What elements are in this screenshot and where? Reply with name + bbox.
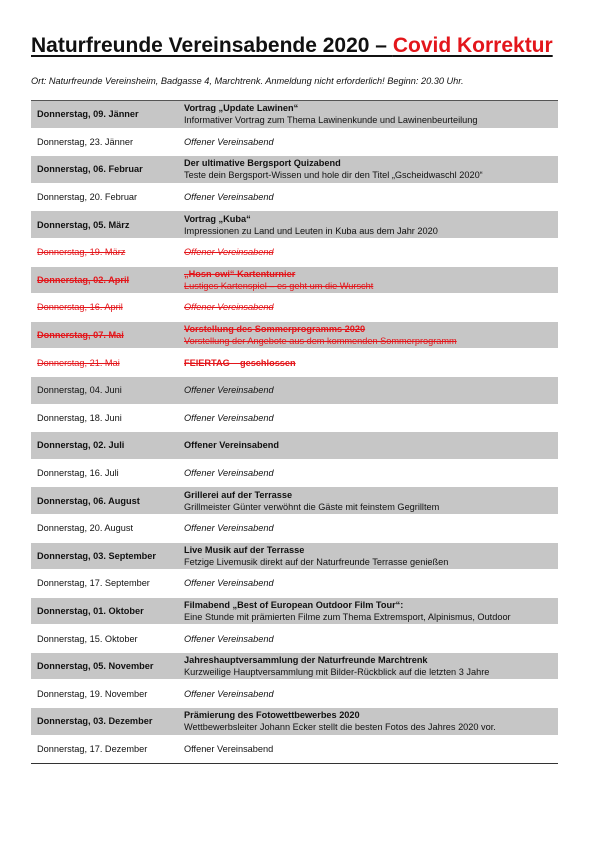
- event-date: Donnerstag, 05. März: [37, 219, 130, 230]
- event-detail: Fetzige Livemusik direkt auf der Naturfreunde Terrasse genießen: [184, 556, 449, 567]
- event-title: Offener Vereinsabend: [184, 247, 274, 258]
- table-row: [31, 211, 558, 239]
- event-date: Donnerstag, 05. November: [37, 661, 154, 672]
- event-description: [184, 570, 274, 597]
- event-date: Donnerstag, 16. April: [37, 302, 123, 313]
- table-row: [31, 101, 558, 129]
- event-title: Vorstellung des Sommerprogramms 2020: [184, 324, 366, 335]
- event-date: Donnerstag, 18. Juni: [37, 412, 122, 423]
- event-title: Offener Vereinsabend: [184, 192, 274, 203]
- table-row: [31, 405, 558, 433]
- table-row: [31, 598, 558, 626]
- event-detail: Kurzweilige Hauptversammlung mit Bilder-Rückblick auf die letzten 3 Jahre: [184, 667, 490, 678]
- table-row: [31, 377, 558, 405]
- event-date: Donnerstag, 07. Mai: [37, 330, 124, 341]
- event-date: Donnerstag, 17. Dezember: [37, 744, 148, 755]
- event-detail: Informativer Vortrag zum Thema Lawinenkunde und Lawinenbeurteilung: [184, 115, 478, 126]
- table-row: [31, 625, 558, 653]
- event-date: Donnerstag, 21. Mai: [37, 357, 120, 368]
- table-row-cancelled: [31, 294, 558, 322]
- table-row: [31, 156, 558, 184]
- event-description: [184, 322, 457, 349]
- event-title: Offener Vereinsabend: [184, 302, 274, 313]
- event-description: [184, 736, 273, 764]
- event-detail: Teste dein Bergsport-Wissen und hole dir den Titel „Gscheidwaschl 2020“: [184, 170, 483, 181]
- event-title: FEIERTAG – geschlossen: [184, 357, 296, 368]
- event-title: Jahreshauptversammlung der Naturfreunde Marchtrenk: [184, 655, 428, 666]
- event-date: Donnerstag, 23. Jänner: [37, 136, 134, 147]
- event-date: Donnerstag, 02. Juli: [37, 440, 125, 451]
- event-date: Donnerstag, 19. März: [37, 247, 126, 258]
- event-title: Offener Vereinsabend: [184, 412, 274, 423]
- event-detail: Impressionen zu Land und Leuten in Kuba aus dem Jahr 2020: [184, 225, 438, 236]
- event-description: [184, 294, 274, 321]
- event-description: [184, 515, 274, 542]
- event-description: [184, 267, 373, 294]
- table-row: [31, 184, 558, 212]
- table-row-cancelled: [31, 267, 558, 295]
- event-detail: Eine Stunde mit prämierten Filme zum Thema Extremsport, Alpinismus, Outdoor: [184, 611, 511, 622]
- event-title: Vortrag „Update Lawinen“: [184, 103, 299, 114]
- event-date: Donnerstag, 04. Juni: [37, 385, 122, 396]
- table-row: [31, 432, 558, 460]
- event-title: Offener Vereinsabend: [184, 468, 274, 479]
- event-date: Donnerstag, 17. September: [37, 578, 150, 589]
- event-description: [184, 708, 496, 735]
- event-description: [184, 625, 274, 652]
- event-description: [184, 377, 274, 404]
- table-row: [31, 736, 558, 764]
- event-description: [184, 211, 438, 238]
- table-row: [31, 543, 558, 571]
- event-title: Vortrag „Kuba“: [184, 213, 251, 224]
- event-description: [184, 680, 274, 707]
- event-title: Offener Vereinsabend: [184, 688, 274, 699]
- event-date: Donnerstag, 20. Februar: [37, 192, 138, 203]
- event-title: „Hosn-owi“ Kartenturnier: [184, 268, 296, 279]
- table-row: [31, 653, 558, 681]
- title-highlight: Covid Korrektur: [392, 34, 553, 57]
- table-row: [31, 680, 558, 708]
- table-row: [31, 515, 558, 543]
- event-title: Offener Vereinsabend: [184, 523, 274, 534]
- table-row-cancelled: [31, 239, 558, 267]
- event-description: [184, 129, 274, 156]
- event-detail: Vorstellung der Angebote aus dem kommenden Sommerprogramm: [184, 336, 457, 347]
- table-row: [31, 487, 558, 515]
- event-description: [184, 184, 274, 211]
- table-row: [31, 708, 558, 736]
- event-date: Donnerstag, 02. April: [37, 274, 130, 285]
- event-date: Donnerstag, 09. Jänner: [37, 109, 139, 120]
- event-date: Donnerstag, 16. Juli: [37, 468, 119, 479]
- event-title: Offener Vereinsabend: [184, 578, 274, 589]
- event-date: Donnerstag, 03. September: [37, 550, 156, 561]
- event-date: Donnerstag, 06. August: [37, 495, 140, 506]
- location-info: Ort: Naturfreunde Vereinsheim, Badgasse 4, Marchtrenk. Anmeldung nicht erforderlich! Beginn: 20.30 Uhr.: [31, 76, 464, 86]
- event-detail: Wettbewerbsleiter Johann Ecker stellt die besten Fotos des Jahres 2020 vor.: [184, 722, 496, 733]
- event-title: Offener Vereinsabend: [184, 385, 274, 396]
- event-title: Live Musik auf der Terrasse: [184, 544, 305, 555]
- event-date: Donnerstag, 06. Februar: [37, 164, 143, 175]
- table-row: [31, 129, 558, 157]
- event-description: [184, 405, 274, 432]
- event-description: [184, 156, 483, 183]
- event-description: [184, 598, 511, 625]
- table-row: [31, 460, 558, 488]
- event-detail: Grillmeister Günter verwöhnt die Gäste mit feinstem Gegrilltem: [184, 501, 440, 512]
- event-description: [184, 487, 439, 514]
- event-description: [184, 349, 296, 376]
- event-title: Grillerei auf der Terrasse: [184, 489, 293, 500]
- title-main: Naturfreunde Vereinsabende 2020 –: [31, 34, 393, 57]
- event-description: [184, 543, 448, 570]
- table-row-cancelled: [31, 322, 558, 350]
- page-title: [31, 34, 553, 58]
- event-description: [184, 432, 279, 459]
- event-description: [184, 653, 489, 680]
- event-title: Offener Vereinsabend: [184, 744, 274, 755]
- event-title: Offener Vereinsabend: [184, 440, 279, 451]
- event-date: Donnerstag, 15. Oktober: [37, 633, 138, 644]
- event-title: Der ultimative Bergsport Quizabend: [184, 158, 341, 169]
- event-date: Donnerstag, 20. August: [37, 523, 134, 534]
- table-row: [31, 570, 558, 598]
- event-detail: Lustiges Kartenspiel – es geht um die Wurscht: [184, 280, 374, 291]
- event-description: [184, 460, 274, 487]
- event-description: [184, 101, 478, 128]
- event-date: Donnerstag, 01. Oktober: [37, 605, 144, 616]
- event-title: Offener Vereinsabend: [184, 633, 274, 644]
- event-title: Prämierung des Fotowettbewerbes 2020: [184, 710, 360, 721]
- event-title: Offener Vereinsabend: [184, 136, 274, 147]
- schedule-table: [31, 100, 558, 764]
- event-date: Donnerstag, 03. Dezember: [37, 716, 153, 727]
- event-title: Filmabend „Best of European Outdoor Film Tour“:: [184, 599, 404, 610]
- event-description: [184, 239, 274, 266]
- event-date: Donnerstag, 19. November: [37, 688, 148, 699]
- table-row-cancelled: [31, 349, 558, 377]
